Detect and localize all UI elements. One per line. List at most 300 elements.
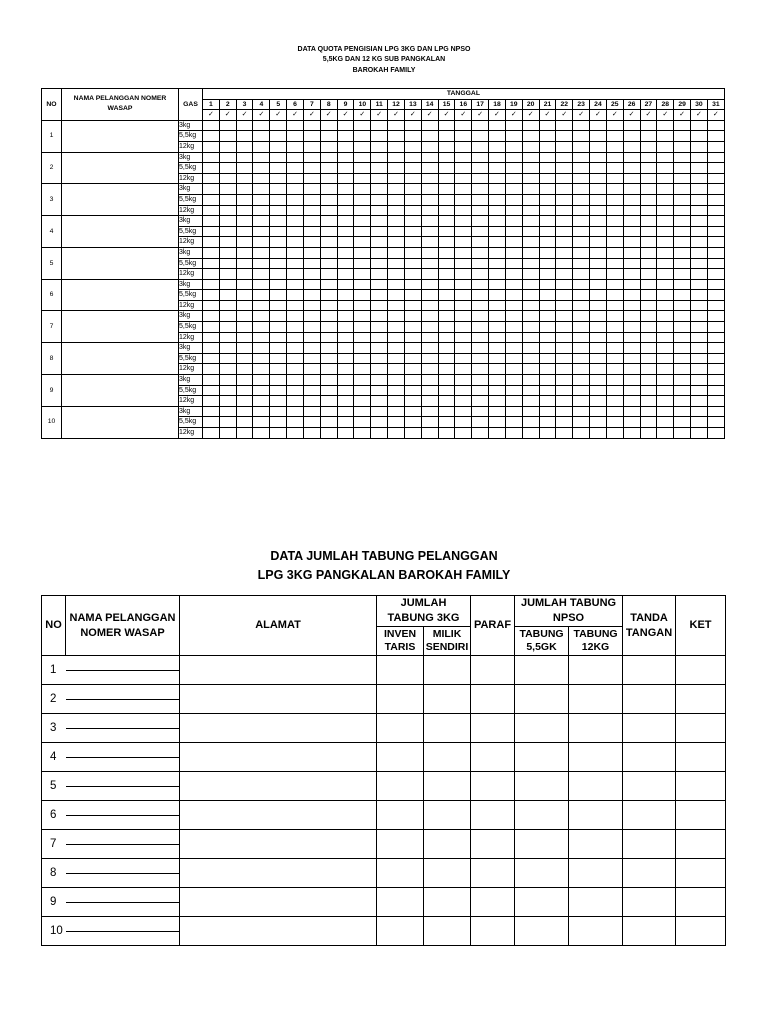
quota-cell	[674, 385, 691, 396]
quota-cell	[556, 141, 573, 152]
data-cell	[515, 743, 569, 772]
quota-cell	[640, 173, 657, 184]
quota-cell	[236, 364, 253, 375]
quota-cell	[590, 428, 607, 439]
quota-cell	[674, 322, 691, 333]
quota-cell	[219, 237, 236, 248]
quota-cell	[573, 417, 590, 428]
quota-cell	[253, 290, 270, 301]
quota-cell	[303, 311, 320, 322]
quota-cell	[371, 343, 388, 354]
quota-cell	[303, 364, 320, 375]
gas-type-label: 12kg	[179, 332, 203, 343]
quota-cell	[472, 216, 489, 227]
quota-cell	[674, 311, 691, 322]
quota-cell	[438, 332, 455, 343]
quota-cell	[455, 322, 472, 333]
check-mark: ✓	[707, 110, 724, 121]
col-header-gas: GAS	[179, 89, 203, 121]
quota-cell	[455, 428, 472, 439]
quota-cell	[489, 375, 506, 386]
quota-cell	[489, 406, 506, 417]
gas-type-label: 5,5kg	[179, 290, 203, 301]
data-cell	[180, 743, 377, 772]
quota-cell	[270, 385, 287, 396]
quota-cell	[606, 385, 623, 396]
quota-cell	[691, 385, 708, 396]
quota-cell	[455, 120, 472, 131]
quota-cell	[203, 364, 220, 375]
quota-cell	[236, 279, 253, 290]
quota-cell	[270, 226, 287, 237]
day-header: 2	[219, 99, 236, 110]
quota-cell	[219, 300, 236, 311]
quota-cell	[388, 396, 405, 407]
quota-cell	[556, 279, 573, 290]
quota-cell	[287, 141, 304, 152]
quota-cell	[489, 194, 506, 205]
quota-cell	[253, 364, 270, 375]
quota-cell	[421, 194, 438, 205]
quota-cell	[320, 300, 337, 311]
data-cell	[471, 772, 515, 801]
quota-cell	[404, 184, 421, 195]
cylinder-count-table	[41, 595, 726, 946]
quota-cell	[606, 194, 623, 205]
row-number: 4	[42, 216, 62, 248]
quota-cell	[539, 279, 556, 290]
quota-cell	[371, 375, 388, 386]
quota-cell	[371, 269, 388, 280]
quota-cell	[203, 247, 220, 258]
quota-cell	[556, 290, 573, 301]
quota-cell	[303, 279, 320, 290]
day-header: 29	[674, 99, 691, 110]
quota-cell	[640, 406, 657, 417]
quota-cell	[287, 417, 304, 428]
quota-cell	[320, 226, 337, 237]
quota-cell	[388, 375, 405, 386]
quota-cell	[640, 131, 657, 142]
data-cell	[471, 656, 515, 685]
quota-cell	[203, 322, 220, 333]
gas-type-label: 12kg	[179, 141, 203, 152]
quota-cell	[270, 269, 287, 280]
quota-cell	[236, 237, 253, 248]
form1-title-line-3: BAROKAH FAMILY	[352, 67, 416, 74]
quota-cell	[606, 375, 623, 386]
quota-cell	[438, 194, 455, 205]
quota-cell	[657, 322, 674, 333]
day-header: 12	[388, 99, 405, 110]
quota-cell	[438, 173, 455, 184]
day-header: 23	[573, 99, 590, 110]
quota-cell	[371, 279, 388, 290]
quota-cell	[707, 120, 724, 131]
quota-cell	[505, 279, 522, 290]
quota-cell	[203, 194, 220, 205]
quota-cell	[505, 226, 522, 237]
quota-cell	[438, 396, 455, 407]
quota-cell	[354, 290, 371, 301]
quota-cell	[303, 184, 320, 195]
data-cell	[569, 859, 623, 888]
quota-cell	[539, 205, 556, 216]
quota-cell	[489, 343, 506, 354]
quota-cell	[404, 396, 421, 407]
quota-cell	[320, 163, 337, 174]
quota-cell	[674, 194, 691, 205]
quota-cell	[623, 247, 640, 258]
quota-cell	[657, 311, 674, 322]
quota-cell	[303, 375, 320, 386]
quota-cell	[320, 247, 337, 258]
quota-cell	[573, 131, 590, 142]
quota-cell	[674, 428, 691, 439]
quota-cell	[455, 385, 472, 396]
quota-cell	[253, 279, 270, 290]
check-mark: ✓	[404, 110, 421, 121]
quota-cell	[674, 205, 691, 216]
quota-cell	[203, 173, 220, 184]
check-mark: ✓	[640, 110, 657, 121]
quota-cell	[522, 279, 539, 290]
quota-cell	[253, 258, 270, 269]
quota-cell	[337, 311, 354, 322]
data-cell	[377, 801, 424, 830]
day-header: 20	[522, 99, 539, 110]
quota-cell	[404, 364, 421, 375]
quota-cell	[455, 194, 472, 205]
quota-cell	[270, 428, 287, 439]
quota-cell	[590, 396, 607, 407]
quota-cell	[573, 141, 590, 152]
quota-cell	[404, 205, 421, 216]
data-cell	[471, 714, 515, 743]
quota-cell	[303, 237, 320, 248]
quota-cell	[707, 332, 724, 343]
quota-cell	[388, 205, 405, 216]
quota-cell	[320, 279, 337, 290]
quota-cell	[707, 173, 724, 184]
quota-cell	[489, 258, 506, 269]
quota-cell	[438, 120, 455, 131]
quota-cell	[421, 184, 438, 195]
quota-cell	[303, 152, 320, 163]
quota-cell	[253, 247, 270, 258]
quota-cell	[489, 353, 506, 364]
check-mark: ✓	[438, 110, 455, 121]
quota-cell	[354, 216, 371, 227]
quota-cell	[404, 226, 421, 237]
data-cell	[515, 801, 569, 830]
quota-cell	[640, 258, 657, 269]
check-mark: ✓	[253, 110, 270, 121]
quota-cell	[556, 375, 573, 386]
data-cell	[515, 656, 569, 685]
col-header-tanda-tangan: TANDA TANGAN	[623, 596, 676, 656]
quota-cell	[303, 131, 320, 142]
quota-cell	[556, 184, 573, 195]
gas-type-label: 3kg	[179, 375, 203, 386]
quota-cell	[320, 237, 337, 248]
quota-cell	[674, 216, 691, 227]
quota-cell	[203, 343, 220, 354]
quota-cell	[337, 237, 354, 248]
quota-cell	[404, 417, 421, 428]
quota-cell	[590, 163, 607, 174]
quota-cell	[590, 152, 607, 163]
quota-cell	[539, 290, 556, 301]
quota-cell	[657, 406, 674, 417]
check-mark: ✓	[691, 110, 708, 121]
quota-cell	[606, 216, 623, 227]
quota-cell	[303, 120, 320, 131]
quota-cell	[337, 258, 354, 269]
quota-cell	[640, 396, 657, 407]
quota-cell	[505, 406, 522, 417]
quota-cell	[590, 184, 607, 195]
day-header: 1	[203, 99, 220, 110]
quota-cell	[573, 152, 590, 163]
quota-cell	[472, 131, 489, 142]
quota-cell	[203, 258, 220, 269]
data-cell	[623, 714, 676, 743]
quota-cell	[522, 247, 539, 258]
quota-cell	[455, 152, 472, 163]
quota-cell	[590, 120, 607, 131]
quota-cell	[371, 237, 388, 248]
quota-cell	[438, 343, 455, 354]
quota-cell	[489, 417, 506, 428]
quota-cell	[337, 364, 354, 375]
quota-cell	[354, 258, 371, 269]
quota-cell	[388, 353, 405, 364]
quota-cell	[287, 152, 304, 163]
quota-cell	[539, 247, 556, 258]
col-header-name: NAMA PELANGGAN NOMER WASAP	[66, 596, 180, 656]
quota-cell	[236, 247, 253, 258]
table-row	[42, 152, 725, 163]
quota-cell	[270, 173, 287, 184]
quota-cell	[472, 375, 489, 386]
quota-cell	[640, 247, 657, 258]
check-mark: ✓	[270, 110, 287, 121]
check-mark: ✓	[421, 110, 438, 121]
quota-cell	[236, 385, 253, 396]
quota-cell	[623, 194, 640, 205]
table-row	[42, 917, 726, 946]
quota-cell	[337, 173, 354, 184]
quota-cell	[691, 311, 708, 322]
quota-cell	[455, 247, 472, 258]
quota-cell	[354, 343, 371, 354]
quota-cell	[270, 279, 287, 290]
quota-cell	[421, 205, 438, 216]
quota-cell	[219, 194, 236, 205]
quota-cell	[674, 141, 691, 152]
quota-cell	[354, 163, 371, 174]
quota-cell	[303, 428, 320, 439]
quota-cell	[236, 216, 253, 227]
quota-cell	[371, 428, 388, 439]
quota-cell	[421, 311, 438, 322]
quota-cell	[707, 311, 724, 322]
table-row	[42, 772, 726, 801]
gas-type-label: 12kg	[179, 269, 203, 280]
data-cell	[471, 830, 515, 859]
quota-cell	[320, 184, 337, 195]
quota-cell	[270, 184, 287, 195]
quota-cell	[438, 163, 455, 174]
data-cell	[471, 801, 515, 830]
quota-cell	[522, 269, 539, 280]
quota-cell	[371, 290, 388, 301]
check-mark: ✓	[337, 110, 354, 121]
day-header: 13	[404, 99, 421, 110]
day-header: 30	[691, 99, 708, 110]
quota-cell	[303, 216, 320, 227]
quota-cell	[505, 311, 522, 322]
quota-cell	[590, 226, 607, 237]
quota-cell	[337, 205, 354, 216]
quota-cell	[707, 258, 724, 269]
data-cell	[676, 685, 726, 714]
quota-cell	[404, 353, 421, 364]
quota-cell	[421, 428, 438, 439]
check-mark: ✓	[606, 110, 623, 121]
quota-cell	[522, 353, 539, 364]
quota-cell	[203, 428, 220, 439]
row-number: 5	[42, 247, 62, 279]
quota-cell	[421, 141, 438, 152]
gas-type-label: 3kg	[179, 279, 203, 290]
quota-cell	[623, 290, 640, 301]
quota-cell	[455, 396, 472, 407]
name-underline	[66, 728, 180, 729]
data-cell	[424, 656, 471, 685]
quota-cell	[573, 290, 590, 301]
quota-cell	[455, 141, 472, 152]
row-number: 3	[42, 184, 62, 216]
check-mark: ✓	[236, 110, 253, 121]
quota-cell	[657, 396, 674, 407]
quota-cell	[522, 120, 539, 131]
quota-cell	[253, 226, 270, 237]
quota-cell	[203, 269, 220, 280]
quota-cell	[438, 406, 455, 417]
data-cell	[676, 917, 726, 946]
quota-cell	[539, 300, 556, 311]
gas-type-label: 12kg	[179, 205, 203, 216]
check-mark: ✓	[657, 110, 674, 121]
data-cell	[569, 743, 623, 772]
day-header: 9	[337, 99, 354, 110]
quota-cell	[691, 279, 708, 290]
quota-cell	[505, 396, 522, 407]
quota-cell	[371, 120, 388, 131]
quota-cell	[438, 375, 455, 386]
quota-cell	[691, 120, 708, 131]
quota-cell	[556, 343, 573, 354]
quota-cell	[219, 152, 236, 163]
quota-cell	[539, 163, 556, 174]
quota-cell	[388, 163, 405, 174]
quota-cell	[505, 173, 522, 184]
quota-cell	[320, 353, 337, 364]
quota-cell	[606, 343, 623, 354]
quota-cell	[489, 141, 506, 152]
quota-cell	[472, 300, 489, 311]
quota-cell	[203, 237, 220, 248]
quota-cell	[203, 226, 220, 237]
quota-cell	[455, 375, 472, 386]
quota-cell	[472, 332, 489, 343]
quota-cell	[270, 194, 287, 205]
quota-cell	[640, 417, 657, 428]
table-row	[42, 714, 726, 743]
quota-cell	[556, 269, 573, 280]
check-mark: ✓	[371, 110, 388, 121]
data-cell	[180, 859, 377, 888]
quota-cell	[287, 216, 304, 227]
name-underline	[66, 931, 180, 932]
quota-cell	[455, 163, 472, 174]
quota-cell	[522, 173, 539, 184]
quota-cell	[253, 141, 270, 152]
quota-cell	[489, 300, 506, 311]
quota-cell	[354, 205, 371, 216]
quota-cell	[371, 406, 388, 417]
quota-cell	[337, 120, 354, 131]
quota-cell	[674, 237, 691, 248]
col-header-jumlah-3kg: JUMLAH TABUNG 3KG	[377, 596, 471, 627]
quota-cell	[573, 332, 590, 343]
quota-cell	[505, 385, 522, 396]
quota-cell	[438, 141, 455, 152]
quota-cell	[657, 163, 674, 174]
quota-cell	[489, 385, 506, 396]
quota-cell	[640, 311, 657, 322]
quota-cell	[203, 375, 220, 386]
quota-cell	[691, 194, 708, 205]
quota-cell	[539, 385, 556, 396]
quota-cell	[203, 131, 220, 142]
quota-cell	[219, 375, 236, 386]
quota-cell	[674, 131, 691, 142]
data-cell	[623, 685, 676, 714]
quota-cell	[623, 417, 640, 428]
quota-cell	[236, 163, 253, 174]
quota-cell	[354, 375, 371, 386]
quota-cell	[320, 428, 337, 439]
quota-cell	[320, 396, 337, 407]
quota-cell	[707, 322, 724, 333]
form2-title-line-1: DATA JUMLAH TABUNG PELANGGAN	[270, 549, 498, 563]
quota-cell	[522, 163, 539, 174]
quota-cell	[623, 375, 640, 386]
quota-cell	[522, 237, 539, 248]
data-cell	[180, 656, 377, 685]
quota-cell	[270, 247, 287, 258]
quota-cell	[236, 184, 253, 195]
quota-cell	[623, 343, 640, 354]
quota-cell	[219, 247, 236, 258]
quota-cell	[556, 131, 573, 142]
quota-cell	[691, 226, 708, 237]
row-number: 7	[42, 830, 180, 859]
data-cell	[424, 714, 471, 743]
